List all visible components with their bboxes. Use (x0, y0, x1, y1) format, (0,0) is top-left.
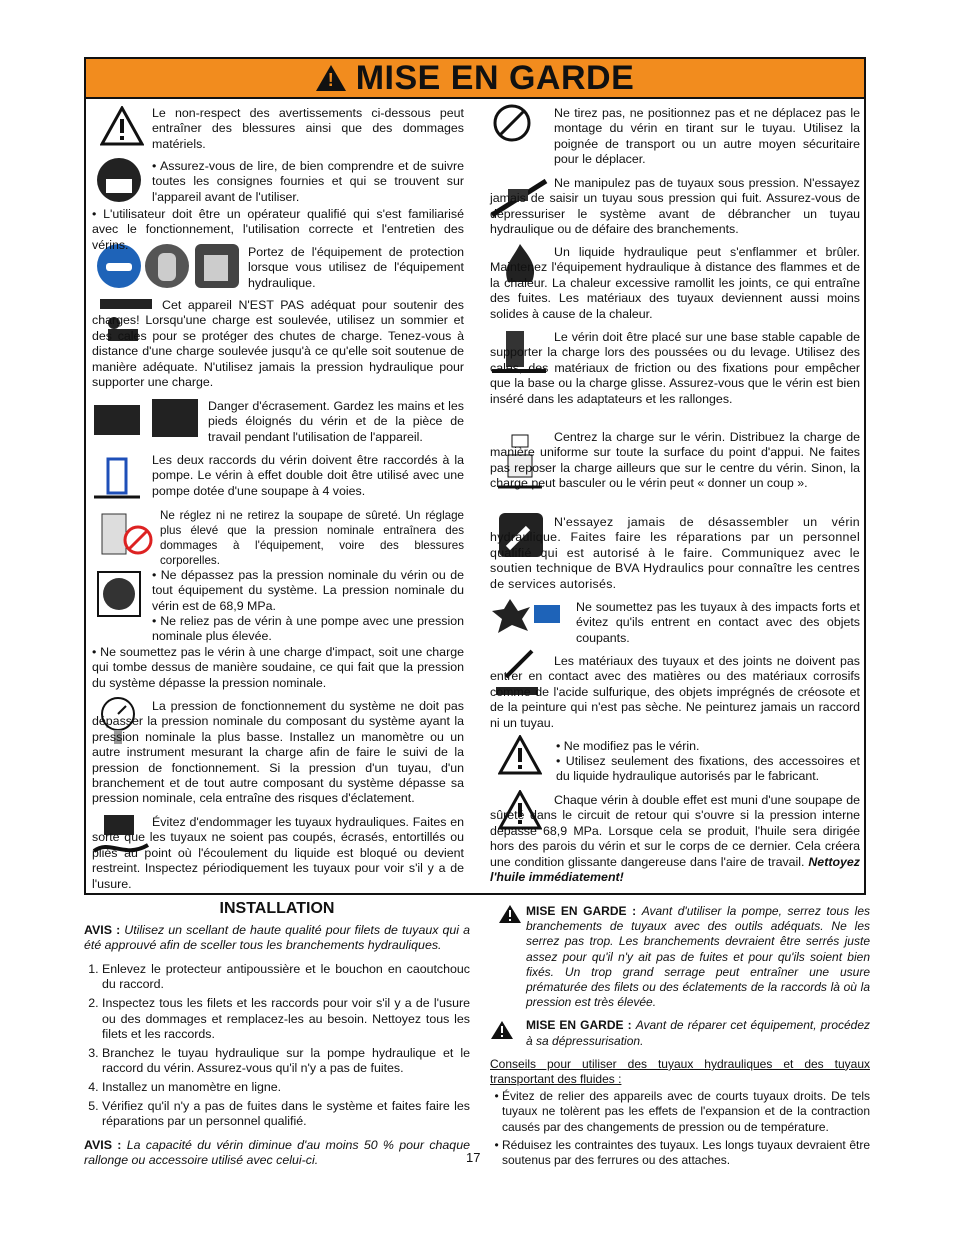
modify-warning-icon (498, 735, 542, 775)
stable-base-text: Le vérin doit être placé sur une base stable capable de supporter la charge lors des poussées ou du levage. Utilisez des cales, des matériaux de friction ou des fixations pour empêcher que la base ou la charge glisse. Assurez-vous que le vérin est bien inséré dans les adaptateurs et les rallonges. (490, 330, 860, 406)
page-number: 17 (466, 1150, 481, 1165)
no-pull-hose-text: Ne tirez pas, ne positionnez pas et ne déplacez pas le montage du vérin en tirant sur le tuyau. Utilisez la poignée de transport ou un autre moyen sécuritaire pour le déplacer. (554, 106, 860, 167)
intro-warning-text: Le non-respect des avertissements ci-dessous peut entraîner des blessures ainsi que des dommages matériels. (152, 106, 464, 151)
warning-banner (86, 59, 864, 99)
warning-icon (100, 106, 144, 146)
warning-box (84, 57, 866, 895)
tips-section (490, 904, 870, 1171)
no-pull-hose-icon (490, 103, 548, 145)
center-load-text: Centrez la charge sur le vérin. Distribuez la charge de manière uniforme sur toute la surface du point d'appui. Ne faites pas reposer la charge ailleurs que sur le centre du vérin. Sinon, la charge peut basculer ou le vérin peut « donner un coup ». (490, 430, 860, 491)
hose-impact-text: Ne soumettez pas les tuyaux à des impacts forts et évitez qu'ils entrent en contact avec des objets coupants. (576, 600, 860, 645)
relief-valve-icon (94, 506, 154, 564)
tighten-warning-icon (498, 904, 522, 924)
authorized-parts-text: • Utilisez seulement des fixations, des accessoires et du liquide hydraulique autorisés par le fabricant. (556, 754, 860, 784)
step-1: 1. Enlevez le protecteur antipoussière et le bouchon en caoutchouc du raccord. (102, 962, 470, 993)
installation-steps (84, 962, 470, 1130)
couplers-text: Les deux raccords du vérin doivent être raccordés à la pompe. Le vérin à effet double doit être utilisé avec une pompe dotée d'une soupape à 4 voies. (152, 453, 464, 498)
read-manual-icon (96, 157, 142, 203)
hose-damage-text: Évitez d'endommager les tuyaux hydrauliques. Faites en sorte que les tuyaux ne soient pas coupés, écrasés, entortillés ou pliés au point où l'écoulement du liquide est bloqué ou devient restreint. Inspectez périodiquement les tuyaux pour voir s'il y a de l'usure. (92, 815, 464, 891)
step-5: 5. Vérifiez qu'il n'y a pas de fuites dans le système et faites faire les réparations par un personnel qualifié. (102, 1099, 470, 1130)
warning-depressurize: MISE EN GARDE : Avant de réparer cet équipement, procédez à sa dépressurisation. (526, 1018, 871, 1048)
depressurize-warning-icon (490, 1020, 514, 1040)
hose-impact-icon (490, 597, 570, 635)
corrosive-text: Les matériaux des tuyaux et des joints ne doivent pas entrer en contact avec des matières ou des matériaux corrosifs comme de l'acide sulfurique, des objets imprégnés de créosote et de la peinture qui n'est pas sèche. Ne peinturez jamais un raccord ni un tuyau. (490, 654, 860, 730)
step-3: 3. Branchez le tuyau hydraulique sur la pompe hydraulique et le raccord du vérin. Assurez-vous qu'il n'y a pas de fuites. (102, 1046, 470, 1077)
double-acting-cylinder-icon (94, 455, 140, 501)
pressurized-hose-text: Ne manipulez pas de tuyaux sous pression. N'essayez jamais de saisir un tuyau sous pression qui fuit. Assurez-vous de dépressuriser le système avant de débrancher un tuyau hydraulique ou de défaire des branchements. (490, 176, 860, 237)
warning-triangle-icon (316, 65, 346, 91)
crush-hazard-icon (92, 397, 202, 439)
relief-valve-text: Ne réglez ni ne retirez la soupape de sûreté. Un réglage plus élevé que la pression nominale entraînera des dommages à l'équipement, voire des blessures corporelles. (160, 509, 464, 567)
hose-tips-list (490, 1089, 870, 1168)
impact-load-text: • Ne soumettez pas le vérin à une charge d'impact, soit une charge qui tombe dessus de manière soudaine, ce qui fait que la pression du système dépasse la pression nominale. (92, 645, 464, 690)
read-instructions-text: • Assurez-vous de lire, de bien comprendre et de suivre toutes les consignes fournies et qui se trouvent sur l'appareil avant de l'utiliser. (152, 159, 464, 204)
tip-1: • Évitez de relier des appareils avec de courts tuyaux droits. De tels tuyaux ne tolèrent pas les effets de l'expansion et de la contraction causés par des changements de pression ou de température. (502, 1089, 870, 1135)
no-disassemble-text: N'essayez jamais de désassembler un vérin hydraulique. Faites faire les réparations par un personnel qualifié qui est autorisé à le faire. Communiquez avec le soutien technique de BVA Hydraulics pour connaître les centres de services autorisés. (490, 515, 860, 591)
avis-2: AVIS : La capacité du vérin diminue d'au moins 50 % pour chaque rallonge ou accessoire utilisé avec celui-ci. (84, 1137, 470, 1168)
load-support-text: Cet appareil N'EST PAS adéquat pour soutenir des charges! Lorsqu'une charge est soulevée, utilisez un sommier et des cales pour se protéger des chutes de charge. Tenez-vous à distance d'une charge soulevée jusqu'à ce qu'elle soit soutenue de manière adéquate. N'utilisez jamais la pression hydraulique pour supporter une charge. (92, 298, 464, 390)
rated-pressure-icon (94, 568, 144, 620)
no-modify-text: • Ne modifiez pas le vérin. (556, 739, 700, 753)
protective-equipment-text: Portez de l'équipement de protection lorsque vous utilisez de l'équipement hydraulique. (248, 245, 464, 290)
hose-tips-title: Conseils pour utiliser des tuyaux hydrauliques et des tuyaux transportant des fluides : (490, 1056, 870, 1087)
warning-tighten: MISE EN GARDE : Avant d'utiliser la pompe, serrez tous les branchements de tuyaux avec des outils adéquats. Ne les serrez pas trop. Les branchements devraient être serrés juste assez pour qu'il n'y ait pas de fuites et pour qu'ils soient bien fixés. Un trop grand serrage peut entraîner une usure prématurée des filets ou des éclatements de la raccords là où la pression est très élevée. (526, 904, 871, 1010)
step-4: 4. Installez un manomètre en ligne. (102, 1080, 470, 1096)
relief-oil-text: Chaque vérin à double effet est muni d'une soupape de sûreté dans le circuit de retour qui s'ouvre si la pression interne dépasse 68,9 MPa. Lorsque cela se produit, l'huile sera dirigée hors des parois du vérin et sur le corps de ce dernier. Cela créera une condition glissante dangereuse dans l'aire de travail. Nettoyez l'huile immédiatement! (490, 793, 860, 885)
crush-danger-text: Danger d'écrasement. Gardez les mains et les pieds éloignés du vérin et de la pièce de travail pendant l'utilisation de l'appareil. (208, 399, 464, 444)
tip-2: • Réduisez les contraintes des tuyaux. Les longs tuyaux devraient être soutenus par des ferrures ou des attaches. (502, 1138, 870, 1168)
rated-pressure-text: • Ne dépassez pas la pression nominale du vérin ou de tout équipement du système. La pression nominale du vérin est de 68,9 MPa. (152, 568, 464, 613)
pump-pressure-text: • Ne reliez pas de vérin à une pompe avec une pression nominale plus élevée. (152, 614, 464, 644)
avis-1: AVIS : Utilisez un scellant de haute qualité pour filets de tuyaux qui a été approuvé afin de sceller tous les branchements hydrauliques. (84, 922, 471, 953)
installation-title: INSTALLATION (219, 900, 335, 917)
installation-section (84, 901, 470, 1177)
qualified-operator-text: • L'utilisateur doit être un opérateur qualifié qui s'est familiarisé avec le fonctionnement, l'utilisation correcte et l'entretien des vérins. (92, 207, 464, 252)
banner-title: MISE EN GARDE (355, 58, 635, 97)
flammable-fluid-text: Un liquide hydraulique peut s'enflammer et brûler. Maintenez l'équipement hydraulique à distance des flammes et de la chaleur. La chaleur excessive ramollit les joints, ce qui entraîne des fuites. Les matériaux des tuyaux deviennent aussi moins solides à cause de la chaleur. (490, 245, 860, 321)
system-pressure-text: La pression de fonctionnement du système ne doit pas dépasser la pression nominale du composant du système ayant la pression nominale la plus basse. Installez un manomètre ou un autre instrument mesurant la charge afin de faire le suivi de la pression de fonctionnement. Si la pression d'un tuyau, d'un branchement et de tout autre composant du système dépasse sa pression nominale, cela entraîne des risques d'éclatement. (92, 699, 464, 806)
step-2: 2. Inspectez tous les filets et les raccords pour voir s'il y a de l'usure ou des dommages et remplacez-les au besoin. Nettoyez tous les filets et les raccords. (102, 996, 470, 1043)
